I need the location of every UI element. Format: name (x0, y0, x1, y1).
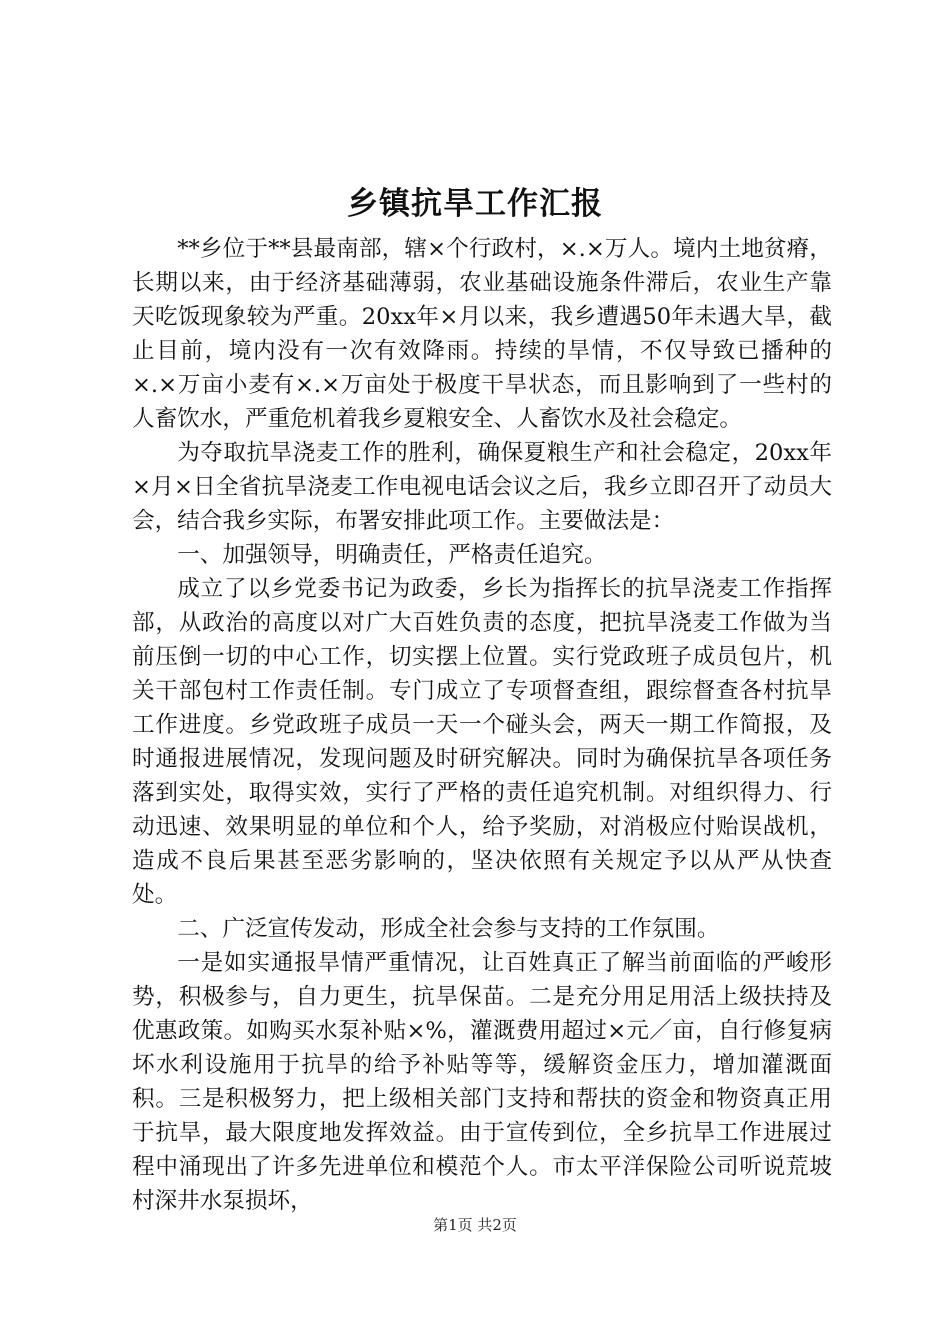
paragraph-intro: **乡位于**县最南部，辖×个行政村，×.×万人。境内土地贫瘠，长期以来，由于经济基础薄弱，农业基础设施条件滞后，农业生产靠天吃饭现象较为严重。20xx年×月以来，我乡遭遇50年未遇大旱，截止目前，境内没有一次有效降雨。持续的旱情，不仅导致已播种的×.×万亩小麦有×.×万亩处于极度干旱状态，而且影响到了一些村的人畜饮水，严重危机着我乡夏粮安全、人畜饮水及社会稳定。 (132, 236, 832, 432)
paragraph-leadership: 成立了以乡党委书记为政委，乡长为指挥长的抗旱浇麦工作指挥部，从政治的高度以对广大百姓负责的态度，把抗旱浇麦工作做为当前压倒一切的中心工作，切实摆上位置。实行党政班子成员包片，机关干部包村工作责任制。专门成立了专项督查组，跟综督查各村抗旱工作进度。乡党政班子成员一天一个碰头会，两天一期工作简报，及时通报进展情况，发现问题及时研究解决。同时为确保抗旱各项任务落到实处，取得实效，实行了严格的责任追究机制。对组织得力、行动迅速、效果明显的单位和个人，给予奖励，对消极应付贻误战机，造成不良后果甚至恶劣影响的，坚决依照有关规定予以从严从快查处。 (132, 576, 832, 908)
paragraph-publicity: 一是如实通报旱情严重情况，让百姓真正了解当前面临的严峻形势，积极参与，自力更生，抗旱保苗。二是充分用足用活上级扶持及优惠政策。如购买水泵补贴×%，灌溉费用超过×元／亩，自行修复病坏水利设施用于抗旱的给予补贴等等，缓解资金压力，增加灌溉面积。三是积极努力，把上级相关部门支持和帮扶的资金和物资真正用于抗旱，最大限度地发挥效益。由于宣传到位，全乡抗旱工作进展过程中涌现出了许多先进单位和模范个人。市太平洋保险公司听说荒坡村深井水泵损坏， (132, 950, 832, 1214)
paragraph-measures-intro: 为夺取抗旱浇麦工作的胜利，确保夏粮生产和社会稳定，20xx年×月×日全省抗旱浇麦工作电视电话会议之后，我乡立即召开了动员大会，结合我乡实际，布署安排此项工作。主要做法是： (132, 440, 832, 534)
document-body (132, 232, 832, 1218)
section-heading-2: 二、广泛宣传发动，形成全社会参与支持的工作氛围。 (177, 916, 720, 942)
section-heading-1: 一、加强领导，明确责任，严格责任追究。 (177, 542, 607, 568)
page-footer: 第1页 共2页 (433, 1216, 517, 1234)
document-title: 乡镇抗旱工作汇报 (347, 186, 603, 222)
